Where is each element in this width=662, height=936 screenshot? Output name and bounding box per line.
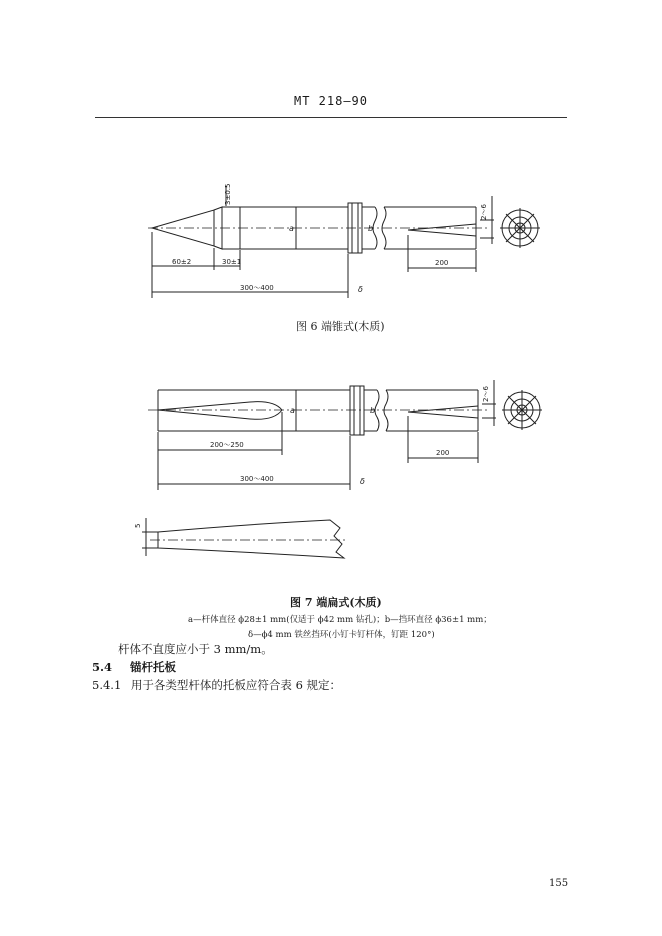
section-5-4-number: 5.4: [92, 660, 113, 674]
fig7-label-b: b: [370, 406, 376, 415]
fig6-dim-slot-width: 2～6: [480, 204, 488, 220]
fig7-dim-overall: 300～400: [240, 475, 274, 483]
figure-7-caption: 图 7 端扁式(木质): [290, 596, 382, 609]
fig7-dim-profile-thk: 5: [134, 523, 142, 528]
clause-5-4-1-number: 5.4.1: [92, 678, 122, 692]
straightness-requirement: 杆体不直度应小于 3 mm/m。: [118, 642, 273, 656]
fig7-dim-slot-width: 2～6: [482, 386, 490, 402]
page-number: 155: [549, 878, 569, 889]
section-5-4-heading: [92, 659, 176, 675]
fig6-label-a: a: [289, 224, 294, 233]
figure-6-caption: 图 6 端锥式(木质): [296, 320, 385, 333]
fig6-dim-split-len: 200: [435, 259, 449, 267]
fig6-dim-cone-len: 60±2: [172, 258, 192, 266]
fig6-dim-tip-len: 30±1: [222, 258, 242, 266]
fig7-dim-split-len: 200: [436, 449, 450, 457]
figure-7-note-line-1: a—杆体直径 ϕ28±1 mm(仅适于 ϕ42 mm 钻孔)；b—挡环直径 ϕ36±1 mm；: [188, 615, 492, 625]
fig7-label-delta: δ: [360, 477, 365, 486]
figure-7-note-line-2: δ—ϕ4 mm 铁丝挡环(小钉卡钉杆体，钉距 120°): [248, 630, 435, 640]
fig6-dim-overall: 300～400: [240, 284, 274, 292]
fig7-dim-wedge-len: 200～250: [210, 441, 244, 449]
section-5-4-title: 锚杆托板: [130, 660, 177, 674]
fig6-label-b: b: [368, 224, 374, 233]
clause-5-4-1: [92, 677, 341, 693]
fig6-label-delta: δ: [358, 285, 363, 294]
fig7-label-a: a: [290, 406, 295, 415]
clause-5-4-1-text: 用于各类型杆体的托板应符合表 6 规定：: [130, 678, 342, 692]
fig6-dim-tip-step: 3±0.5: [224, 183, 232, 205]
page-header-standard-code: MT 218—90: [293, 94, 369, 108]
